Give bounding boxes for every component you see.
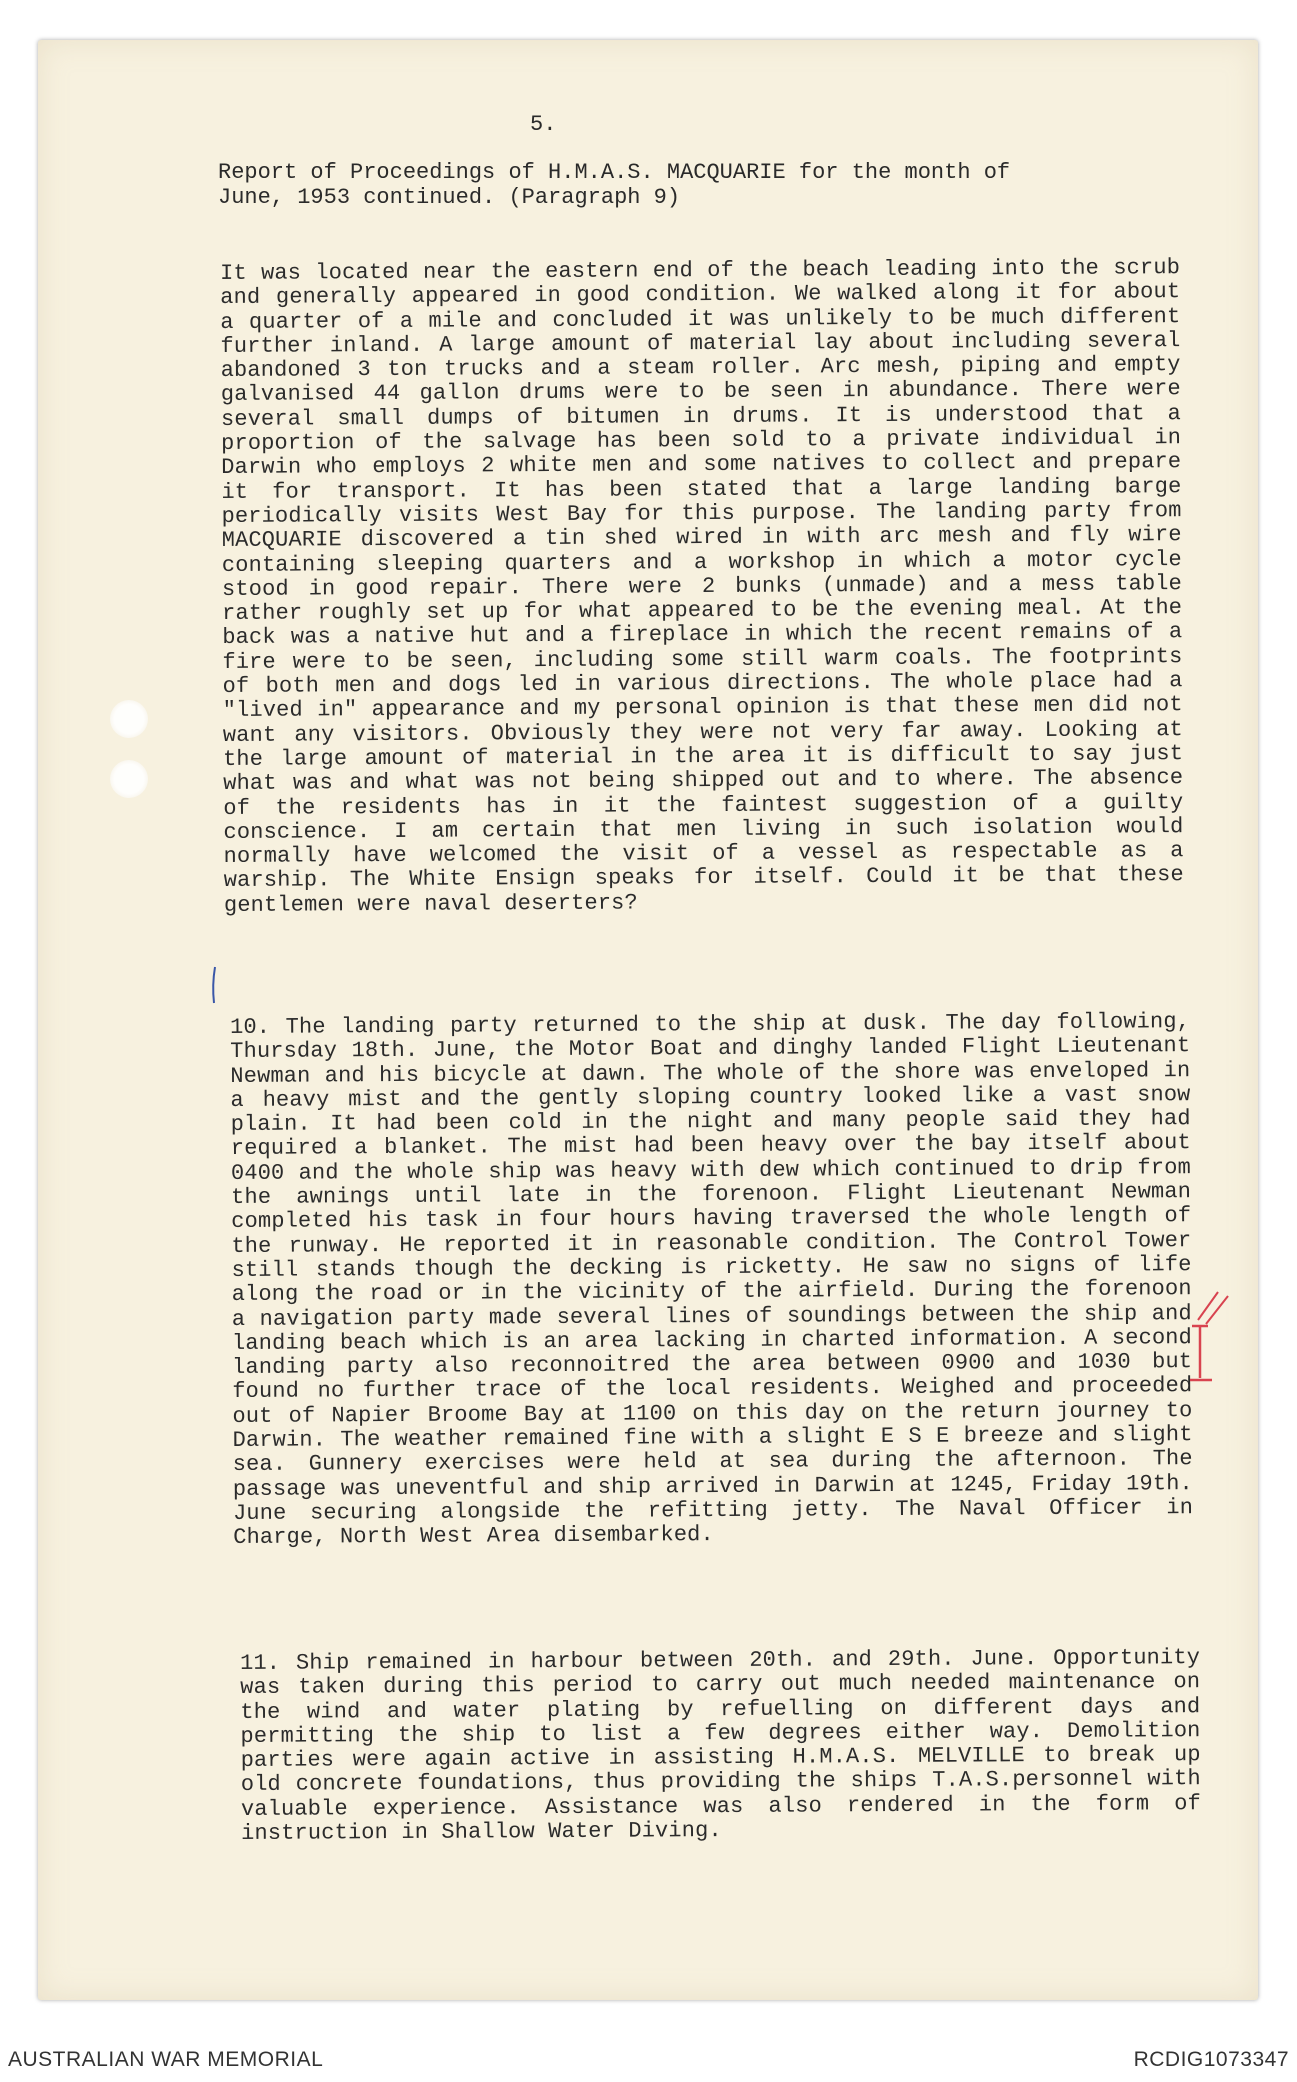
paragraph-9-continued: It was located near the eastern end of the beach leading into the scrub and generally appeared in good condition. We walked along it for about a quarter of a mile and concluded it was unlikely to be much different further inland. A large amount of material lay about including several abandoned 3 ton trucks and a steam roller. Arc mesh, piping and empty galvanised 44 gallon drums were to be seen in abundance. There were several small dumps of bitumen in drums. It is understood that a proportion of the salvage has been sold to a private individual in Darwin who employs 2 white men and some natives to collect and prepare it for transport. It has been stated that a large landing barge periodically visits West Bay for this purpose. The landing party from MACQUARIE discovered a tin shed wired in with arc mesh and fly wire containing sleeping quarters and a workshop in which a motor cycle stood in good repair. There were 2 bunks (unmade) and a mess table rather roughly set up for what appeared to be the evening meal. At the back was a native hut and a fireplace in which the recent remains of a fire were to be seen, including some still warm coals. The footprints of both men and dogs led in various directions. The whole place had a "lived in" appearance and my personal opinion is that these men did not want any visitors. Obviously they were not very far away. Looking at the large amount of material in the area it is difficult to say just what was and what was not being shipped out and to where. The absence of the residents has in it the faintest suggestion of a guilty conscience. I am certain that men living in such isolation would normally have welcomed the visit of a vessel as respectable as a warship. The White Ensign speaks for itself. Could it be that these gentlemen were naval deserters? xyxy=(219,255,1184,918)
paragraph-10: 10. The landing party returned to the ship at dusk. The day following, Thursday 18th. June, the Motor Boat and dinghy landed Flight Lieutenant Newman and his bicycle at dawn. The whole of the shore was enveloped in a heavy mist and the gently sloping country looked like a vast snow plain. It had been cold in the night and many people said they had required a blanket. The mist had been heavy over the bay itself about 0400 and the whole ship was heavy with dew which continued to drip from the awnings until late in the forenoon. Flight Lieutenant Newman completed his task in four hours having traversed the whole length of the runway. He reported it in reasonable condition. The Control Tower still stands though the decking is ricketty. He saw no signs of life along the road or in the vicinity of the airfield. During the forenoon a navigation party made several lines of soundings between the ship and landing beach which is an area lacking in charted information. A second landing party also reconnoitred the area between 0900 and 1030 but found no further trace of the local residents. Weighed and proceeded out of Napier Broome Bay at 1100 on this day on the return journey to Darwin. The weather remained fine with a slight E S E breeze and slight sea. Gunnery exercises were held at sea during the afternoon. The passage was uneventful and ship arrived in Darwin at 1245, Friday 19th. June securing alongside the refitting jetty. The Naval Officer in Charge, North West Area disembarked. xyxy=(229,1009,1194,1551)
punch-holes xyxy=(110,700,150,860)
blue-margin-mark xyxy=(210,965,218,1005)
red-margin-mark xyxy=(1178,1290,1238,1390)
footer-record-id: RCDIG1073347 xyxy=(1133,2048,1289,2071)
punch-hole xyxy=(110,760,148,798)
report-heading: Report of Proceedings of H.M.A.S. MACQUARIE for the month of June, 1953 continued. (Paragraph 9) xyxy=(218,160,1011,210)
paragraph-11: 11. Ship remained in harbour between 20th. and 29th. June. Opportunity was taken during this period to carry out much needed maintenance on the wind and water plating by refuelling on different days and permitting the ship to list a few degrees either way. Demolition parties were again active in assisting H.M.A.S. MELVILLE to break up old concrete foundations, thus providing the ships T.A.S.personnel with valuable experience. Assistance was also rendered in the form of instruction in Shallow Water Diving. xyxy=(239,1645,1202,1847)
page-number: 5. xyxy=(530,112,557,137)
footer-archive-name: AUSTRALIAN WAR MEMORIAL xyxy=(8,2048,324,2071)
punch-hole xyxy=(110,700,148,738)
